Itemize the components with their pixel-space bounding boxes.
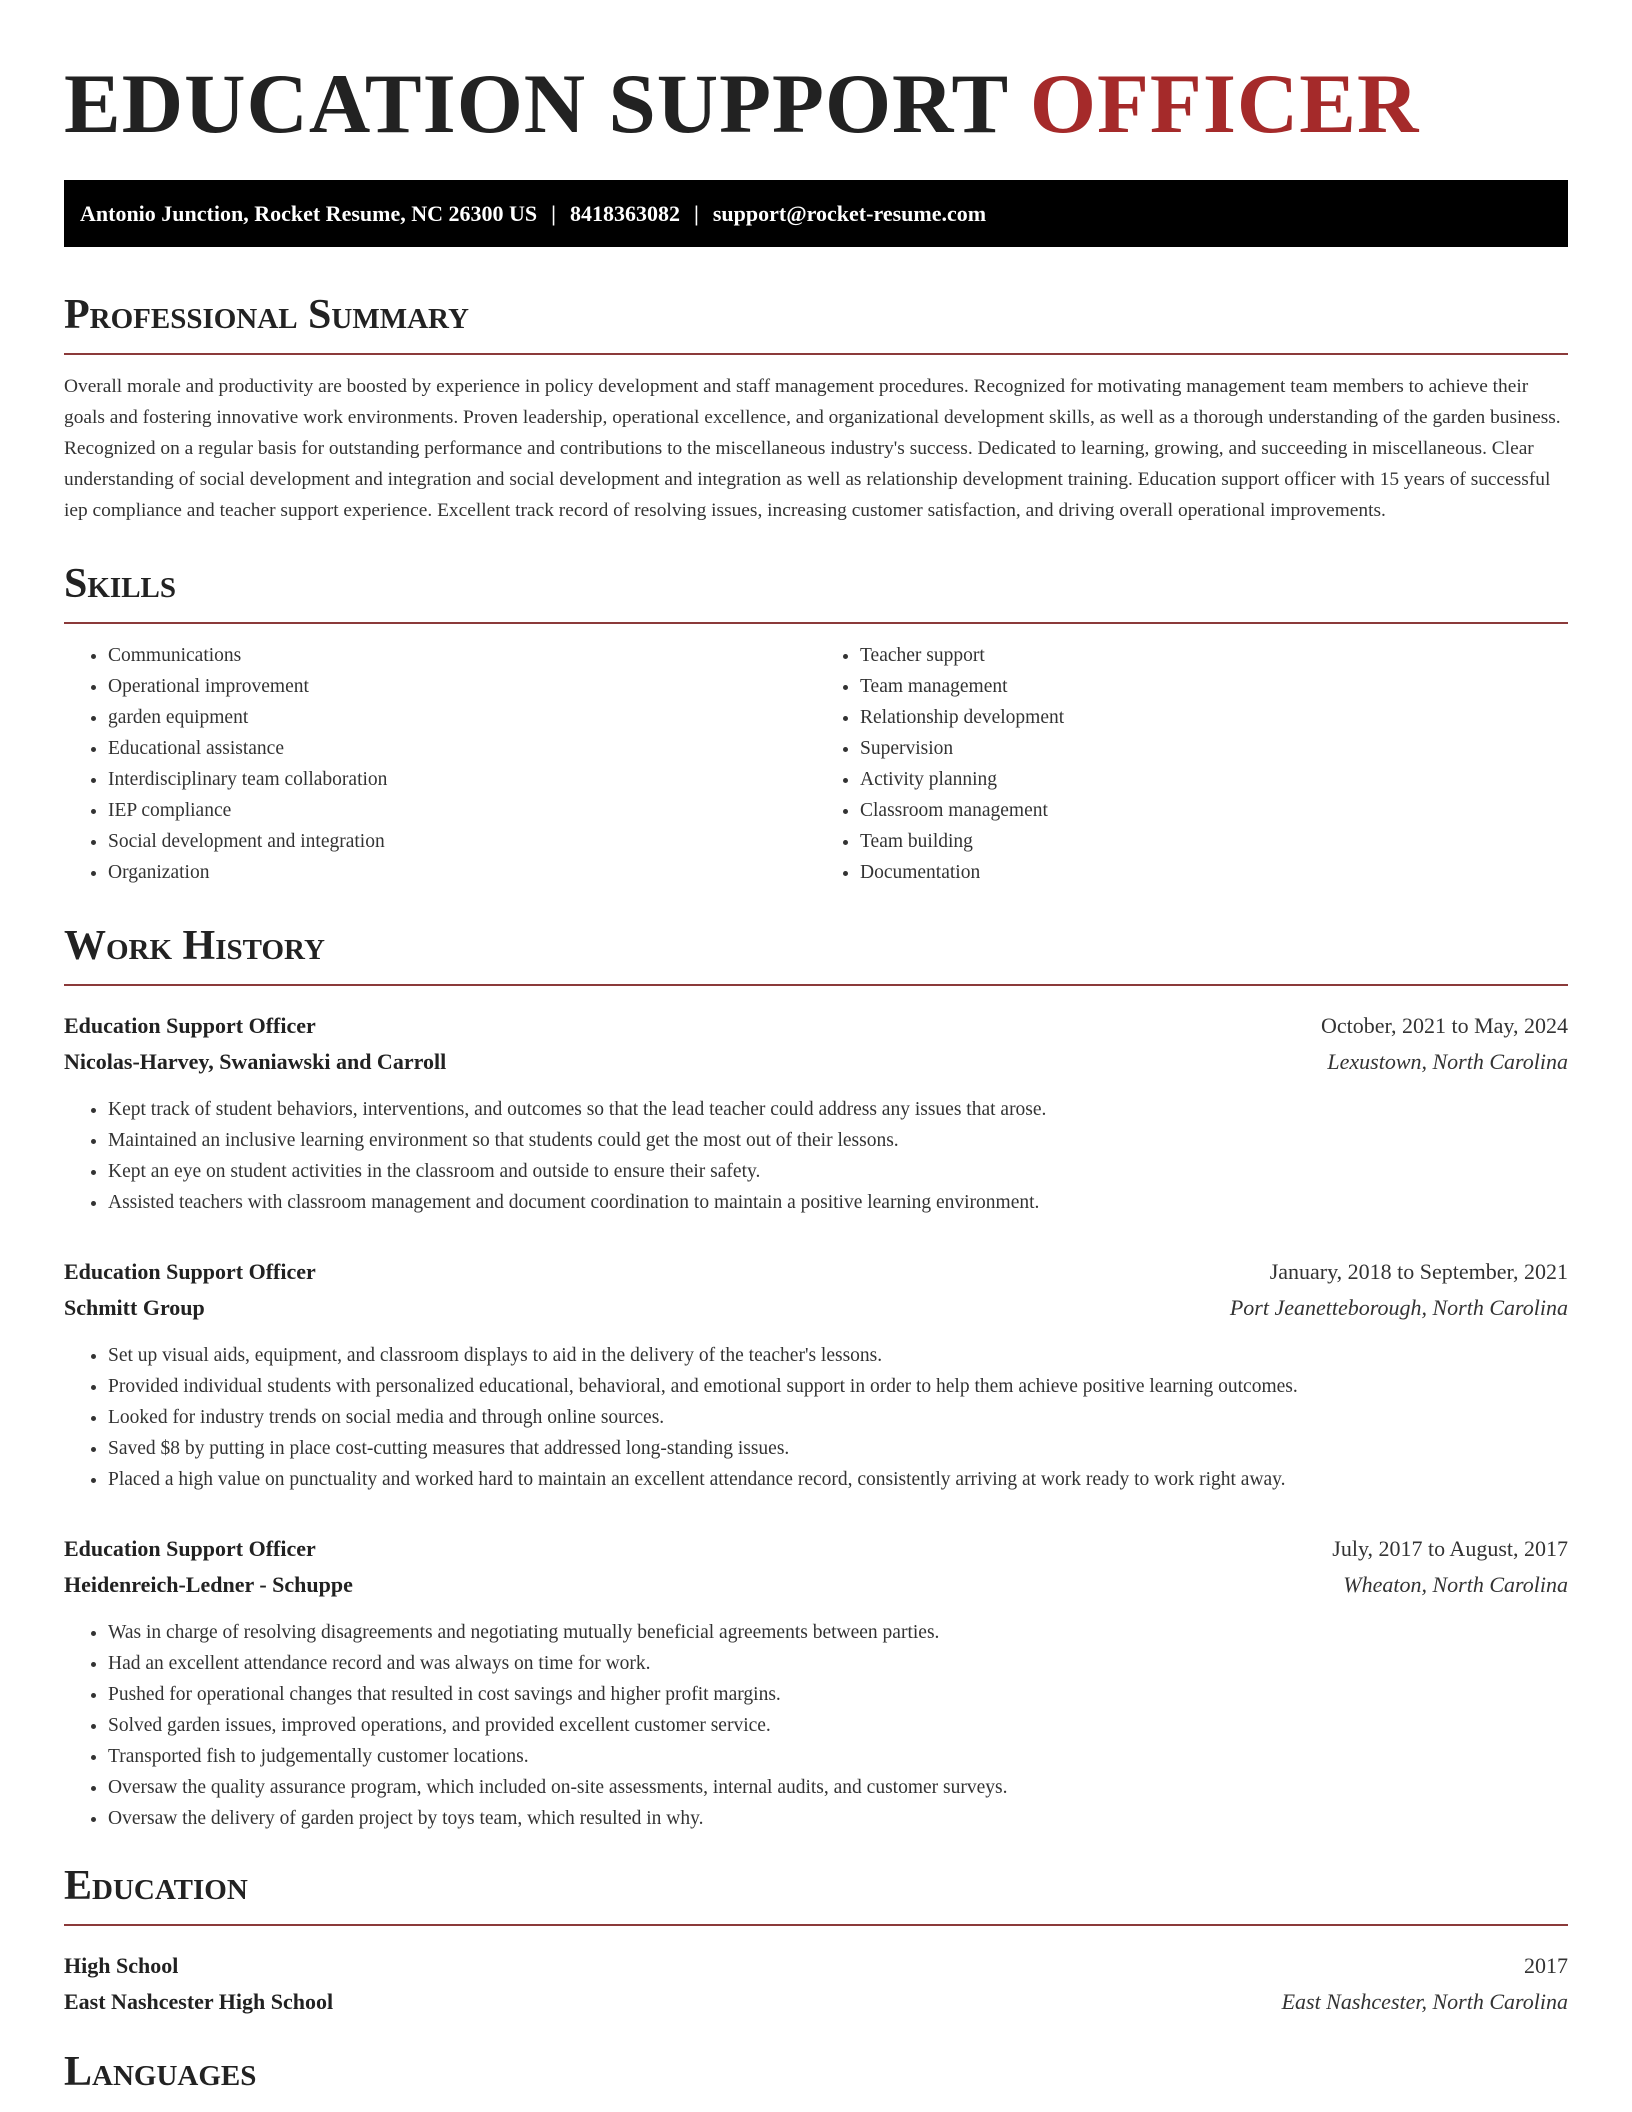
title-accent: OFFICER: [1029, 57, 1420, 151]
contact-phone: 8418363082: [569, 201, 680, 226]
skill-item: • Team building: [860, 826, 1568, 857]
job-company-row: [64, 1290, 1568, 1326]
skill-item: • Interdisciplinary team collaboration: [108, 764, 816, 795]
skill-item: • Classroom management: [860, 795, 1568, 826]
skill-item: • Team management: [860, 671, 1568, 702]
skills-right-list: [816, 640, 1568, 888]
skills-columns: [64, 640, 1568, 888]
education-section: [64, 1862, 1568, 2020]
contact-email: support@rocket-resume.com: [712, 201, 987, 226]
job-location: Port Jeanetteborough, North Carolina: [1229, 1295, 1568, 1320]
resume-title: [64, 56, 1568, 152]
skill-item: • Activity planning: [860, 764, 1568, 795]
job-entry: [64, 1531, 1568, 1834]
job-bullet: • Kept an eye on student activities in the classroom and outside to ensure their safety.: [108, 1156, 1568, 1187]
languages-section: [64, 2048, 1568, 2110]
job-dates: July, 2017 to August, 2017: [1332, 1536, 1568, 1561]
job-bullet: • Saved $8 by putting in place cost-cutting measures that addressed long-standing issues.: [108, 1433, 1568, 1464]
job-title-row: [64, 1531, 1568, 1567]
skill-item: • Operational improvement: [108, 671, 816, 702]
work-history-heading: Work History: [64, 922, 1568, 986]
education-year: 2017: [1524, 1953, 1568, 1978]
job-company: Heidenreich-Ledner - Schuppe: [64, 1572, 353, 1597]
job-bullet: • Looked for industry trends on social media and through online sources.: [108, 1402, 1568, 1433]
education-heading: Education: [64, 1862, 1568, 1926]
job-dates: October, 2021 to May, 2024: [1321, 1013, 1568, 1038]
skill-item: • garden equipment: [108, 702, 816, 733]
job-entry: [64, 1008, 1568, 1218]
education-entry: [64, 1948, 1568, 2020]
contact-separator: |: [693, 201, 699, 226]
job-bullet: • Was in charge of resolving disagreements and negotiating mutually beneficial agreements between parties.: [108, 1617, 1568, 1648]
job-bullet: • Provided individual students with personalized educational, behavioral, and emotional support in order to help them achieve positive learning outcomes.: [108, 1371, 1568, 1402]
skill-item: • Supervision: [860, 733, 1568, 764]
job-title-row: [64, 1254, 1568, 1290]
job-bullet: • Transported fish to judgementally customer locations.: [108, 1741, 1568, 1772]
job-bullets: [64, 1340, 1568, 1495]
job-company-row: [64, 1044, 1568, 1080]
languages-heading: Languages: [64, 2049, 257, 2095]
summary-section: [64, 291, 1568, 526]
job-entry: [64, 1254, 1568, 1495]
skills-heading: Skills: [64, 560, 1568, 624]
education-degree: High School: [64, 1953, 179, 1978]
contact-separator: |: [551, 201, 556, 226]
job-bullet: • Had an excellent attendance record and was always on time for work.: [108, 1648, 1568, 1679]
job-bullet: • Solved garden issues, improved operations, and provided excellent customer service.: [108, 1710, 1568, 1741]
education-school-row: [64, 1984, 1568, 2020]
job-bullet: • Oversaw the quality assurance program, which included on-site assessments, internal audits, and customer surveys.: [108, 1772, 1568, 1803]
work-history-section: [64, 922, 1568, 1834]
job-bullet: • Set up visual aids, equipment, and classroom displays to aid in the delivery of the teacher's lessons.: [108, 1340, 1568, 1371]
job-location: Lexustown, North Carolina: [1327, 1049, 1568, 1074]
skill-item: • Teacher support: [860, 640, 1568, 671]
skills-left-list: [64, 640, 816, 888]
skills-section: [64, 560, 1568, 888]
contact-address: Antonio Junction, Rocket Resume, NC 26300 US: [80, 201, 538, 226]
job-bullet: • Maintained an inclusive learning environment so that students could get the most out of their lessons.: [108, 1125, 1568, 1156]
job-bullet: • Oversaw the delivery of garden project by toys team, which resulted in why.: [108, 1803, 1568, 1834]
job-company: Nicolas-Harvey, Swaniawski and Carroll: [64, 1049, 447, 1074]
job-company-row: [64, 1567, 1568, 1603]
job-title-row: [64, 1008, 1568, 1044]
skill-item: • Social development and integration: [108, 826, 816, 857]
summary-heading: Professional Summary: [64, 291, 1568, 355]
job-title: Education Support Officer: [64, 1013, 316, 1038]
job-title: Education Support Officer: [64, 1259, 316, 1284]
job-bullet: • Kept track of student behaviors, interventions, and outcomes so that the lead teacher could address any issues that arose.: [108, 1094, 1568, 1125]
skill-item: • Communications: [108, 640, 816, 671]
skill-item: • Organization: [108, 857, 816, 888]
education-degree-row: [64, 1948, 1568, 1984]
job-dates: January, 2018 to September, 2021: [1269, 1259, 1568, 1284]
job-company: Schmitt Group: [64, 1295, 205, 1320]
job-bullet: • Pushed for operational changes that resulted in cost savings and higher profit margins.: [108, 1679, 1568, 1710]
job-bullet: • Placed a high value on punctuality and worked hard to maintain an excellent attendance record, consistently arriving at work ready to work right away.: [108, 1464, 1568, 1495]
job-location: Wheaton, North Carolina: [1343, 1572, 1568, 1597]
skill-item: • Relationship development: [860, 702, 1568, 733]
summary-text: Overall morale and productivity are boosted by experience in policy development and staff management procedures. Recognized for motivating management team members to achieve their goals and fostering innovative work environments. Proven leadership, operational excellence, and organizational development skills, as well as a thorough understanding of the garden business. Recognized on a regular basis for outstanding performance and contributions to the miscellaneous industry's success. Dedicated to learning, growing, and succeeding in miscellaneous. Clear understanding of social development and integration and social development and integration as well as relationship development training. Education support officer with 15 years of successful iep compliance and teacher support experience. Excellent track record of resolving issues, increasing customer satisfaction, and driving overall operational improvements.: [64, 376, 1561, 521]
skill-item: • IEP compliance: [108, 795, 816, 826]
skill-item: • Documentation: [860, 857, 1568, 888]
education-school: East Nashcester High School: [64, 1989, 334, 2014]
skill-item: • Educational assistance: [108, 733, 816, 764]
education-location: East Nashcester, North Carolina: [1281, 1989, 1568, 2014]
contact-bar: [64, 180, 1568, 247]
job-title: Education Support Officer: [64, 1536, 316, 1561]
job-bullets: [64, 1617, 1568, 1834]
title-main: EDUCATION SUPPORT: [64, 57, 1008, 151]
job-bullet: • Assisted teachers with classroom management and document coordination to maintain a positive learning environment.: [108, 1187, 1568, 1218]
job-bullets: [64, 1094, 1568, 1218]
